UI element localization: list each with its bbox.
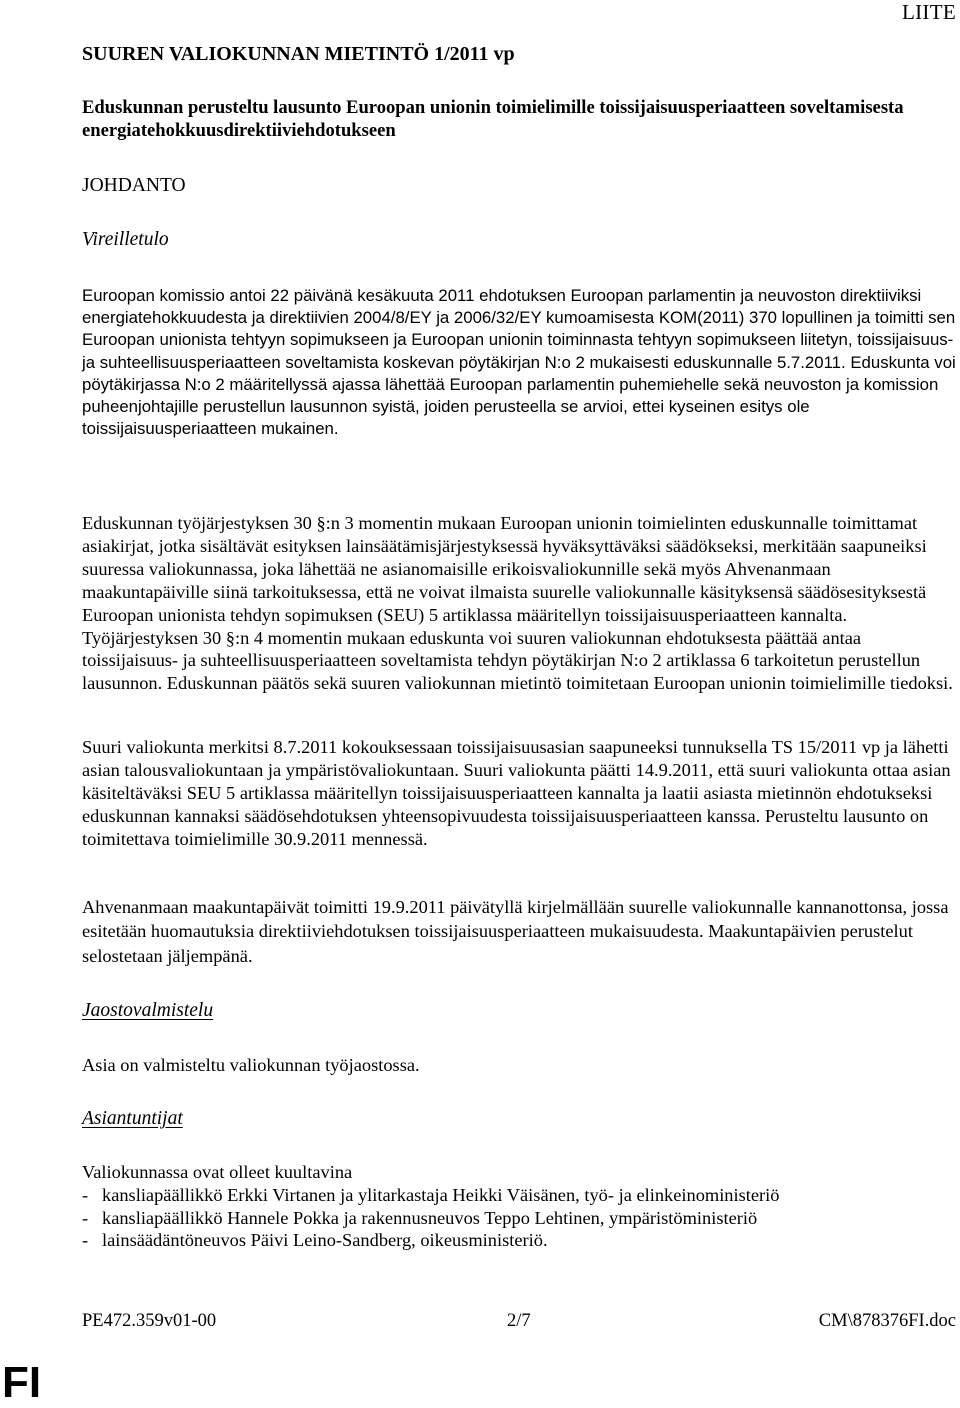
- list-dash: -: [82, 1230, 89, 1250]
- footer-document-reference: PE472.359v01-00: [82, 1311, 217, 1331]
- body-paragraph-subcommittee: Asia on valmisteltu valiokunnan työjaostossa.: [82, 1055, 420, 1075]
- section-heading-introduction: JOHDANTO: [82, 175, 186, 196]
- expert-entry: kansliapäällikkö Erkki Virtanen ja ylitarkastaja Heikki Väisänen, työ- ja elinkeinoministeriö: [102, 1185, 780, 1205]
- document-subtitle: Eduskunnan perusteltu lausunto Euroopan unionin toimielimille toissijaisuusperiaatteen soveltamisesta energiatehokkuusdirektiiviehdotukseen: [82, 97, 904, 141]
- list-dash: -: [82, 1185, 89, 1205]
- list-item: [82, 1229, 956, 1252]
- expert-entry: kansliapäällikkö Hannele Pokka ja rakennusneuvos Teppo Lehtinen, ympäristöministeriö: [102, 1207, 758, 1228]
- body-paragraph-3: Suuri valiokunta merkitsi 8.7.2011 kokouksessaan toissijaisuusasian saapuneeksi tunnuksella TS 15/2011 vp ja lähetti asian talousvaliokuntaan ja ympäristövaliokuntaan. Suuri valiokunta päätti 14.9.2011, että suuri valiokunta ottaa asian käsiteltäväksi SEU 5 artiklassa määritellyn toissijaisuusperiaatteen kannalta ja laatii asiasta mietinnön ehdotukseksi eduskunnan kannaksi säädösehdotuksen yhteensopivuudesta toissijaisuusperiaatteen kanssa. Perusteltu lausunto on toimitettava toimielimille 30.9.2011 mennessä.: [82, 737, 951, 849]
- document-title: SUUREN VALIOKUNNAN MIETINTÖ 1/2011 vp: [82, 43, 515, 65]
- footer-file-reference: CM\878376FI.doc: [818, 1311, 956, 1331]
- body-paragraph-2: Eduskunnan työjärjestyksen 30 §:n 3 momentin mukaan Euroopan unionin toimielinten eduskunnalle toimittamat asiakirjat, jotka sisältävät esityksen lainsäätämisjärjestyksessä hyväksyttäväksi säädökseksi, merkitään saapuneiksi suuressa valiokunnassa, joka lähettää ne asianomaisille erikoisvaliokunnille sekä myös Ahvenanmaan maakuntapäiville siinä tarkoituksessa, että ne voivat ilmaista suurelle valiokunnalle käsityksensä säädösesityksestä Euroopan unionista tehdyn sopimuksen (SEU) 5 artiklassa määritellyn toissijaisuusperiaatteen kannalta. Työjärjestyksen 30 §:n 4 momentin mukaan eduskunta voi suuren valiokunnan ehdotuksesta päättää antaa toissijaisuus- ja suhteellisuusperiaatteen soveltamista tehdyn pöytäkirjan N:o 2 artiklassa 6 tarkoitetun perustellun lausunnon. Eduskunnan päätös sekä suuren valiokunnan mietintö toimitetaan Euroopan unionin toimielimille tiedoksi.: [82, 513, 953, 694]
- experts-intro: Valiokunnassa ovat olleet kuultavina: [82, 1162, 353, 1182]
- language-code: FI: [2, 1358, 42, 1407]
- body-paragraph-1: Euroopan komissio antoi 22 päivänä kesäkuuta 2011 ehdotuksen Euroopan parlamentin ja neuvoston direktiiviksi energiatehokkuudesta ja direktiivien 2004/8/EY ja 2006/32/EY kumoamisesta KOM(2011) 370 lopullinen ja toimitti sen Euroopan unionista tehtyyn sopimukseen ja Euroopan unionin toiminnasta tehtyyn sopimukseen liitetyn, toissijaisuus- ja suhteellisuusperiaatteen soveltamista koskevan pöytäkirjan N:o 2 mukaisesti eduskunnalle 5.7.2011. Eduskunta voi pöytäkirjassa N:o 2 määritellyssä ajassa lähettää Euroopan parlamentin puhemiehelle sekä neuvoston ja komission puheenjohtajille perustellun lausunnon syistä, joiden perusteella se arvioi, ettei kyseinen esitys ole toissijaisuusperiaatteen mukainen.: [82, 286, 956, 439]
- footer-page-number: 2/7: [507, 1311, 531, 1331]
- list-dash: -: [82, 1207, 89, 1228]
- experts-list: [82, 1184, 956, 1252]
- subsection-heading-subcommittee: Jaostovalmistelu: [82, 1000, 214, 1021]
- subsection-heading-experts: Asiantuntijat: [82, 1108, 183, 1129]
- annex-label: LIITE: [902, 0, 956, 24]
- list-item: [82, 1207, 956, 1230]
- subsection-heading-initiation: Vireilletulo: [82, 229, 169, 250]
- expert-entry: lainsäädäntöneuvos Päivi Leino-Sandberg, oikeusministeriö.: [102, 1230, 548, 1250]
- body-paragraph-4: Ahvenanmaan maakuntapäivät toimitti 19.9.2011 päivätyllä kirjelmällään suurelle valiokunnalle kannanottonsa, jossa esitetään huomautuksia direktiiviehdotuksen toissijaisuusperiaatteen mukaisuudesta. Maakuntapäivien perustelut selostetaan jäljempänä.: [82, 897, 949, 966]
- list-item: [82, 1184, 956, 1207]
